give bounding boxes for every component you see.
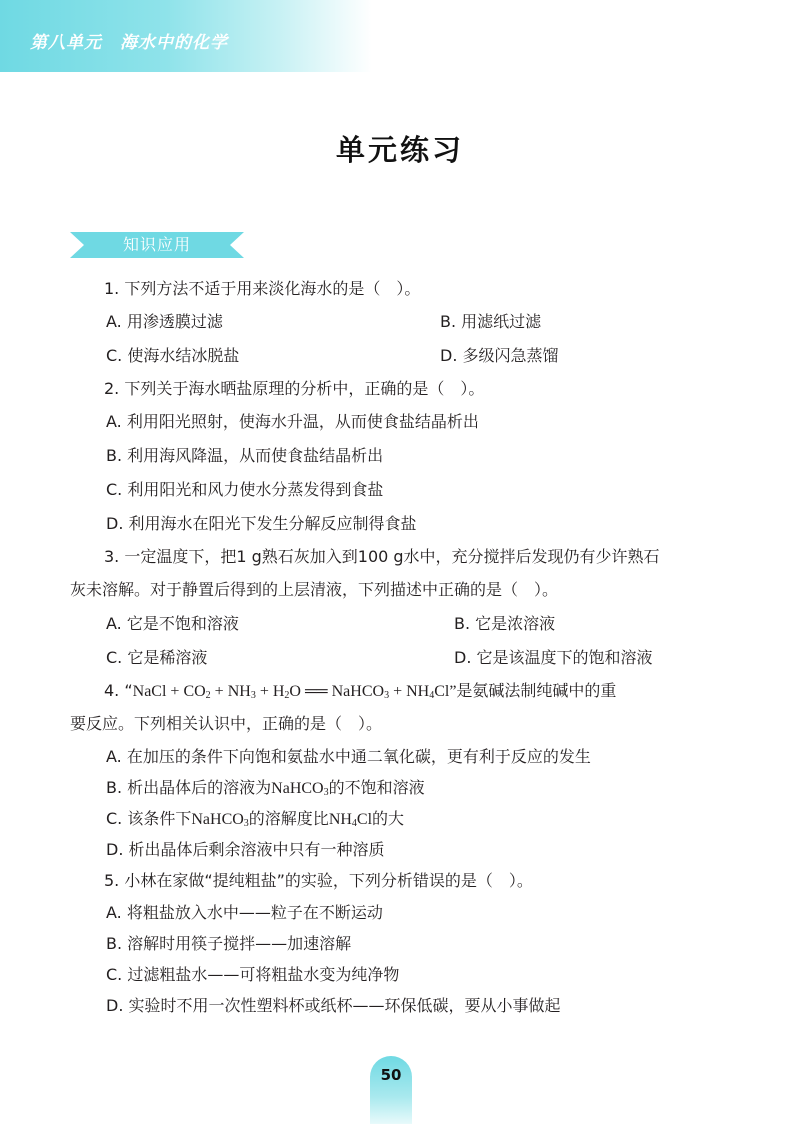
q1-option-a: A. 用渗透膜过滤 [106,312,223,331]
question-3-line-1: 3. 一定温度下，把1 g熟石灰加入到100 g水中，充分搅拌后发现仍有少许熟石 [104,547,660,566]
question-4-line-2: 要反应。下列相关认识中，正确的是（ ）。 [70,714,383,733]
q2-option-c: C. 利用阳光和风力使水分蒸发得到食盐 [106,480,384,499]
q1-option-d: D. 多级闪急蒸馏 [440,346,559,365]
q3-option-b: B. 它是浓溶液 [454,614,556,633]
q4-option-c: C. 该条件下NaHCO$_3$的溶解度比$NH_4Cl$的大 [106,809,405,829]
q2-option-d: D. 利用海水在阳光下发生分解反应制得食盐 [106,514,417,533]
q5-option-c: C. 过滤粗盐水——可将粗盐水变为纯净物 [106,965,400,984]
q3-option-d: D. 它是该温度下的饱和溶液 [454,648,653,667]
q4-equation: NaCl + $CO_2 + NH_3 + H_2O$ ══ NaHCO$_3$ + $NH_4Cl$” [132,683,457,701]
running-header [30,28,228,53]
q4-option-a: A. 在加压的条件下向饱和氨盐水中通二氧化碳，更有利于反应的发生 [106,747,591,766]
q1-option-b: B. 用滤纸过滤 [440,312,542,331]
q2-option-b: B. 利用海风降温，从而使食盐结晶析出 [106,446,384,465]
section-banner [70,232,244,258]
question-1: 1. 下列方法不适于用来淡化海水的是（ ）。 [104,279,421,298]
q4-tail: 是氨碱法制纯碱中的重 [456,681,617,700]
q1-option-c: C. 使海水结冰脱盐 [106,346,240,365]
subject-label: 海水中的化学 [120,33,228,53]
q4-option-b: B. 析出晶体后的溶液为NaHCO$_3$的不饱和溶液 [106,778,425,798]
section-label: 知识应用 [122,235,191,254]
question-3-line-2: 灰未溶解。对于静置后得到的上层清液，下列描述中正确的是（ ）。 [70,580,559,599]
q4-number: 4. “ [104,681,133,700]
question-4-line-1 [104,680,616,703]
page-number: 50 [380,1066,402,1084]
q5-option-a: A. 将粗盐放入水中——粒子在不断运动 [106,903,383,922]
q3-option-c: C. 它是稀溶液 [106,648,208,667]
q2-option-a: A. 利用阳光照射，使海水升温，从而使食盐结晶析出 [106,412,479,431]
question-2: 2. 下列关于海水晒盐原理的分析中，正确的是（ ）。 [104,379,485,398]
q5-option-d: D. 实验时不用一次性塑料杯或纸杯——环保低碳，要从小事做起 [106,996,561,1015]
q4-option-d: D. 析出晶体后剩余溶液中只有一种溶质 [106,840,385,859]
unit-label: 第八单元 [30,33,102,53]
page-title: 单元练习 [335,133,464,167]
question-5: 5. 小林在家做“提纯粗盐”的实验，下列分析错误的是（ ）。 [104,871,533,890]
q3-option-a: A. 它是不饱和溶液 [106,614,239,633]
q5-option-b: B. 溶解时用筷子搅拌——加速溶解 [106,934,352,953]
